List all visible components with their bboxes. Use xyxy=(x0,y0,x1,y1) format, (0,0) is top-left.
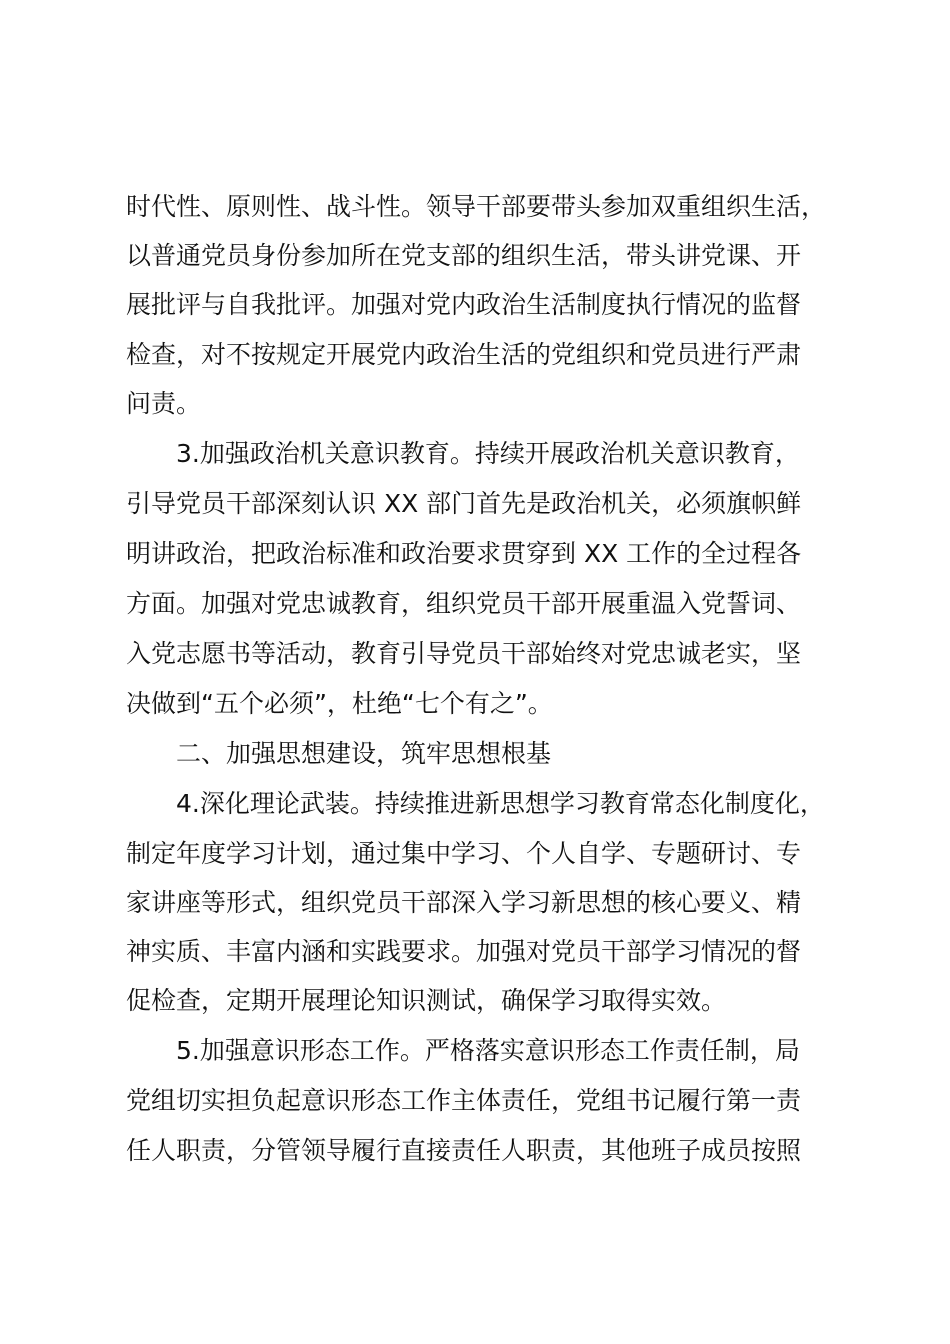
paragraph-4-heading-line: 4.深化理论武装。持续推进新思想学习教育常态化制度化， xyxy=(176,789,825,818)
text-line: 引导党员干部深刻认识 XX 部门首先是政治机关，必须旗帜鲜 xyxy=(126,489,802,518)
text-line: 时代性、原则性、战斗性。领导干部要带头参加双重组织生活， xyxy=(126,192,827,221)
paragraph-3-heading-line: 3.加强政治机关意识教育。持续开展政治机关意识教育， xyxy=(176,439,800,468)
text-line: 决做到“五个必须”，杜绝“七个有之”。 xyxy=(126,689,553,718)
text-line: 制定年度学习计划，通过集中学习、个人自学、专题研讨、专 xyxy=(126,839,802,868)
text-line: 明讲政治，把政治标准和政治要求贯穿到 XX 工作的全过程各 xyxy=(126,539,802,568)
text-line: 神实质、丰富内涵和实践要求。加强对党员干部学习情况的督 xyxy=(126,937,802,966)
text-line: 以普通党员身份参加所在党支部的组织生活，带头讲党课、开 xyxy=(126,241,802,270)
text-line: 入党志愿书等活动，教育引导党员干部始终对党忠诚老实，坚 xyxy=(126,639,802,668)
text-line: 任人职责，分管领导履行直接责任人职责，其他班子成员按照 xyxy=(126,1136,802,1165)
text-line: 展批评与自我批评。加强对党内政治生活制度执行情况的监督 xyxy=(126,290,802,319)
paragraph-5-heading-line: 5.加强意识形态工作。严格落实意识形态工作责任制，局 xyxy=(176,1036,800,1065)
text-line: 党组切实担负起意识形态工作主体责任，党组书记履行第一责 xyxy=(126,1086,802,1115)
text-line: 方面。加强对党忠诚教育，组织党员干部开展重温入党誓词、 xyxy=(126,589,802,618)
text-line: 问责。 xyxy=(126,389,202,418)
text-line: 家讲座等形式，组织党员干部深入学习新思想的核心要义、精 xyxy=(126,888,802,917)
text-line: 检查，对不按规定开展党内政治生活的党组织和党员进行严肃 xyxy=(126,340,802,369)
section-heading: 二、加强思想建设，筑牢思想根基 xyxy=(176,739,552,768)
text-line: 促检查，定期开展理论知识测试，确保学习取得实效。 xyxy=(126,986,727,1015)
